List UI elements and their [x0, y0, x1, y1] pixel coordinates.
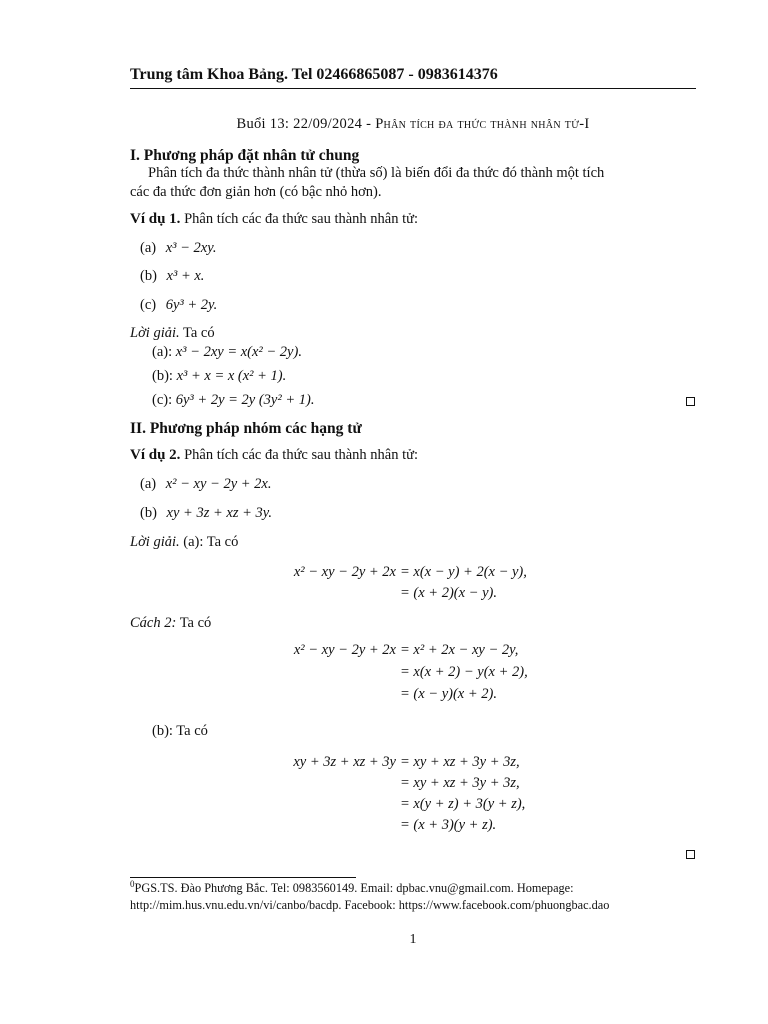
solution-b-intro: (b): Ta có: [152, 723, 208, 739]
example-2-item-a: [140, 476, 271, 493]
equation-cach2-rhs-1: = x² + 2x − xy − 2y,: [400, 642, 519, 658]
section-2-heading: II. Phương pháp nhóm các hạng tử: [130, 420, 362, 437]
example-1-solution-c: [152, 392, 314, 409]
example-1-item-a: [140, 240, 216, 257]
example-1-prompt: Phân tích các đa thức sau thành nhân tử:: [184, 211, 419, 227]
equation-b-rhs-1: = xy + xz + 3y + 3z,: [400, 754, 520, 770]
section-1-heading: I. Phương pháp đặt nhân tử chung: [130, 147, 360, 164]
footnote-line-2: http://mim.hus.vnu.edu.vn/vi/canbo/bacdp. Facebook: https://www.facebook.com/phuongbac.dao: [130, 898, 610, 912]
example-1-solution-b: [152, 368, 286, 385]
equation-a-lhs: x² − xy − 2y + 2x: [293, 564, 396, 580]
item-expression: x² − xy − 2y + 2x.: [165, 476, 272, 492]
footnote-marker: 0: [130, 879, 135, 889]
example-2-statement: [130, 447, 418, 464]
example-1-statement: [130, 211, 418, 228]
cach-2-heading: [130, 615, 211, 632]
equation-cach2-rhs-2: = x(x + 2) − y(x + 2),: [400, 664, 528, 680]
example-2-item-b: [140, 505, 272, 522]
example-1-item-b: [140, 268, 204, 285]
example-2-solution-heading: [130, 534, 238, 551]
equation-a-rhs-2: = (x + 2)(x − y).: [400, 585, 497, 601]
example-1-label: Ví dụ 1.: [130, 211, 181, 227]
item-expression: 6y³ + 2y.: [165, 297, 218, 313]
section-1-paragraph-line-1: Phân tích đa thức thành nhân tử (thừa số) là biến đổi đa thức đó thành một tích: [148, 165, 605, 181]
equation-cach2-lhs: x² − xy − 2y + 2x: [293, 642, 396, 658]
footnote-line-1: [130, 881, 574, 896]
section-1-paragraph-line-2: các đa thức đơn giản hơn (có bậc nhỏ hơn).: [130, 184, 382, 200]
session-topic: Phân tích đa thức thành nhân tử-I: [375, 116, 590, 132]
page-number: 1: [409, 932, 417, 947]
solution-a-intro: (a): Ta có: [183, 534, 239, 550]
solution-tag: (a):: [152, 344, 173, 360]
footnote-contact: PGS.TS. Đào Phương Bắc. Tel: 0983560149. Email: dpbac.vnu@gmail.com. Homepage:: [134, 881, 574, 895]
equation-b-rhs-2: = xy + xz + 3y + 3z,: [400, 775, 520, 791]
item-tag: (a): [140, 240, 157, 256]
item-tag: (c): [140, 297, 157, 313]
example-1-solution-a: [152, 344, 302, 361]
cach-2-intro: Ta có: [179, 615, 212, 631]
example-2-label: Ví dụ 2.: [130, 447, 181, 463]
equation-b-lhs: xy + 3z + xz + 3y: [293, 754, 396, 770]
cach-2-label: Cách 2:: [130, 615, 177, 631]
example-2-prompt: Phân tích các đa thức sau thành nhân tử:: [184, 447, 419, 463]
item-tag: (b): [140, 268, 157, 284]
solution-expression: x³ + x = x (x² + 1).: [176, 368, 287, 384]
session-date: Buổi 13: 22/09/2024 -: [236, 116, 376, 132]
solution-intro: Ta có: [183, 325, 215, 341]
footnote-rule: [130, 877, 356, 878]
equation-cach2-rhs-3: = (x − y)(x + 2).: [400, 686, 497, 702]
item-expression: x³ − 2xy.: [165, 240, 217, 256]
item-tag: (b): [140, 505, 157, 521]
solution-expression: x³ − 2xy = x(x² − 2y).: [175, 344, 302, 360]
qed-square-icon: [686, 397, 695, 406]
solution-label: Lời giải.: [130, 534, 180, 550]
item-expression: x³ + x.: [166, 268, 205, 284]
example-1-solution-heading: [130, 325, 215, 342]
example-1-item-c: [140, 297, 217, 314]
equation-b-rhs-3: = x(y + z) + 3(y + z),: [400, 796, 526, 812]
header-rule: [130, 88, 696, 89]
solution-label: Lời giải.: [130, 325, 180, 341]
session-title: [130, 116, 696, 133]
solution-tag: (c):: [152, 392, 173, 408]
item-tag: (a): [140, 476, 157, 492]
solution-expression: 6y³ + 2y = 2y (3y² + 1).: [175, 392, 315, 408]
item-expression: xy + 3z + xz + 3y.: [166, 505, 273, 521]
solution-tag: (b):: [152, 368, 173, 384]
qed-square-icon: [686, 850, 695, 859]
equation-a-rhs-1: = x(x − y) + 2(x − y),: [400, 564, 527, 580]
equation-b-rhs-4: = (x + 3)(y + z).: [400, 817, 497, 833]
page-header: Trung tâm Khoa Bảng. Tel 02466865087 - 0983614376: [130, 66, 498, 83]
